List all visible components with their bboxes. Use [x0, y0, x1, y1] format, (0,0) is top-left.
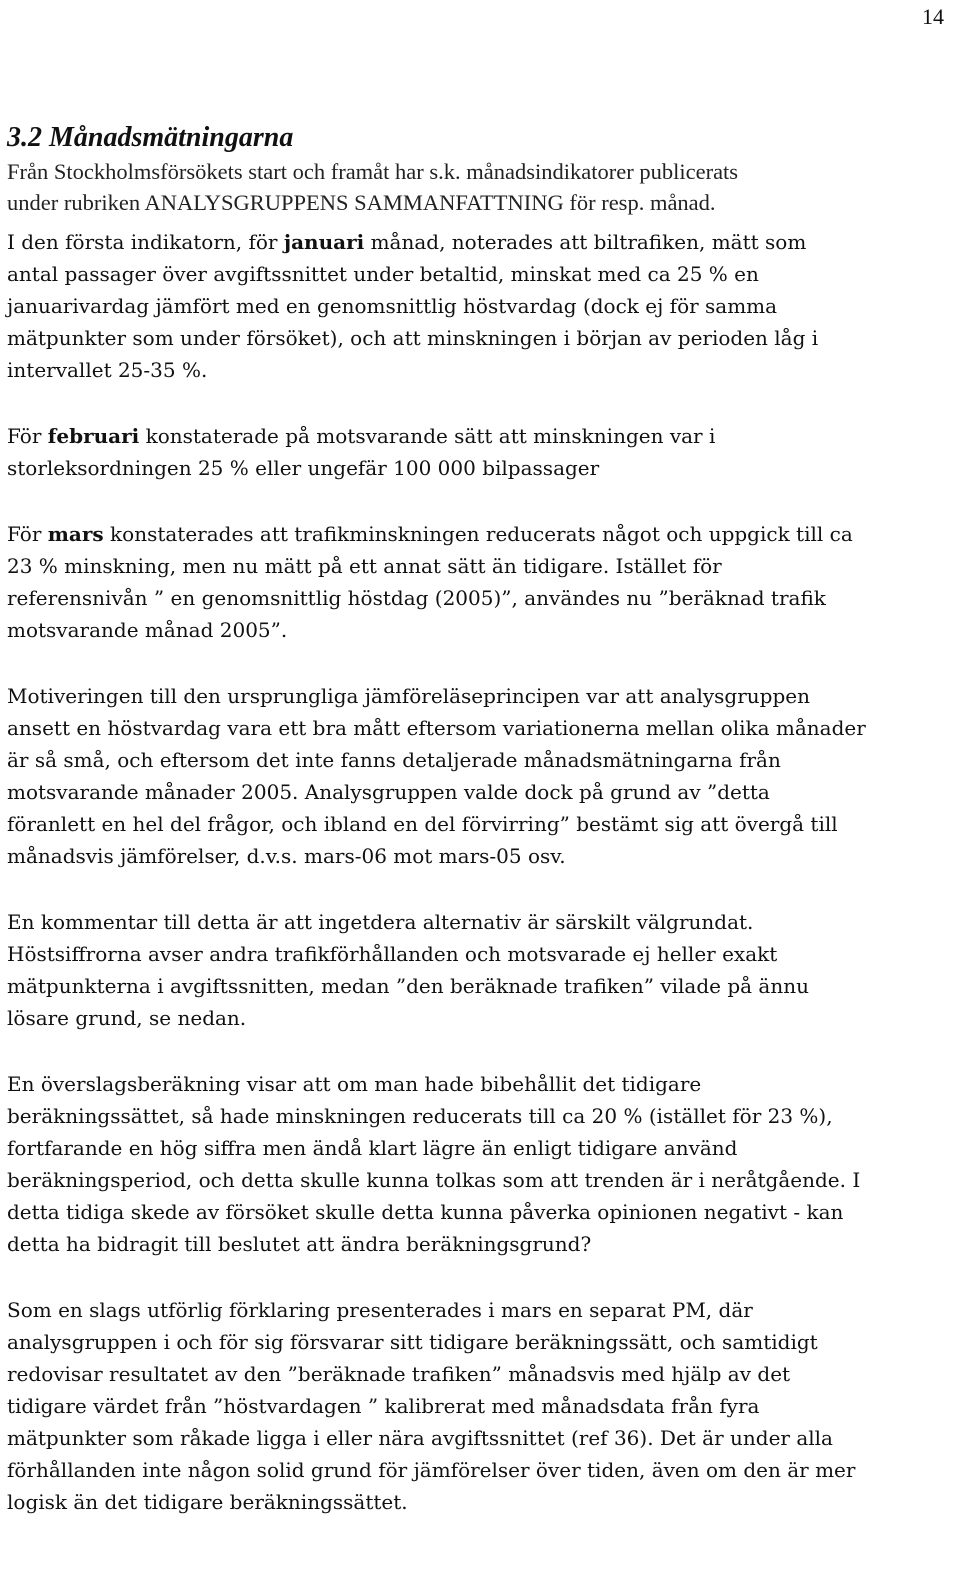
- paragraph-line: referensnivån ” en genomsnittlig höstdag (2005)”, användes nu ”beräknad trafik: [7, 586, 826, 610]
- paragraph-line: En kommentar till detta är att ingetdera alternativ är särskilt välgrundat.: [7, 910, 754, 934]
- paragraph-line: redovisar resultatet av den ”beräknade trafiken” månadsvis med hjälp av det: [7, 1362, 791, 1386]
- text-span: I den första indikatorn, för: [7, 230, 284, 254]
- month-februari: februari: [47, 424, 140, 448]
- paragraph-line: detta ha bidragit till beslutet att ändra beräkningsgrund?: [7, 1232, 592, 1256]
- paragraph-line: fortfarande en hög siffra men ändå klart lägre än enligt tidigare använd: [7, 1136, 738, 1160]
- paragraph-line: motsvarande månad 2005”.: [7, 618, 288, 642]
- paragraph-line: analysgruppen i och för sig försvarar sitt tidigare beräkningssätt, och samtidigt: [7, 1330, 818, 1354]
- paragraph-line: lösare grund, se nedan.: [7, 1006, 247, 1030]
- paragraph-line: är så små, och eftersom det inte fanns detaljerade månadsmätningarna från: [7, 748, 781, 772]
- paragraph-februari: [7, 420, 951, 484]
- paragraph-line: förhållanden inte någon solid grund för jämförelser över tiden, även om den är mer: [7, 1458, 856, 1482]
- paragraph-forklaring: [7, 1294, 951, 1518]
- paragraph-line: ansett en höstvardag vara ett bra mått eftersom variationerna mellan olika månader: [7, 716, 866, 740]
- paragraph-line: logisk än det tidigare beräkningssättet.: [7, 1490, 408, 1514]
- text-span: För: [7, 424, 48, 448]
- paragraph-line: månadsvis jämförelser, d.v.s. mars-06 mot mars-05 osv.: [7, 844, 566, 868]
- paragraph-line: mätpunkter som under försöket), och att minskningen i början av perioden låg i: [7, 326, 819, 350]
- section-heading: 3.2 Månadsmätningarna: [7, 122, 294, 153]
- paragraph-line: En överslagsberäkning visar att om man hade bibehållit det tidigare: [7, 1072, 702, 1096]
- page-content: [7, 120, 951, 1518]
- paragraph-line: [7, 420, 951, 452]
- text-span: För: [7, 522, 48, 546]
- paragraph-mars: [7, 518, 951, 646]
- paragraph-line: antal passager över avgiftssnittet under betaltid, minskat med ca 25 % en: [7, 262, 759, 286]
- paragraph-line: beräkningsperiod, och detta skulle kunna tolkas som att trenden är i neråtgående. I: [7, 1168, 861, 1192]
- page-number: 14: [922, 4, 944, 29]
- paragraph-line: Motiveringen till den ursprungliga jämföreläseprincipen var att analysgruppen: [7, 684, 810, 708]
- paragraph-januari: [7, 226, 951, 386]
- paragraph-overslag: [7, 1068, 951, 1260]
- text-span: konstaterades att trafikminskningen reducerats något och uppgick till ca: [103, 522, 853, 546]
- text-span: konstaterade på motsvarande sätt att minskningen var i: [139, 424, 716, 448]
- paragraph-motivering: [7, 680, 951, 872]
- paragraph-line: [7, 226, 951, 258]
- month-januari: januari: [283, 230, 365, 254]
- paragraph-line: föranlett en hel del frågor, och ibland en del förvirring” bestämt sig att övergå till: [7, 812, 838, 836]
- paragraph-line: mätpunkterna i avgiftssnitten, medan ”den beräknade trafiken” vilade på ännu: [7, 974, 809, 998]
- text-span: månad, noterades att biltrafiken, mätt som: [364, 230, 807, 254]
- paragraph-line: [7, 518, 951, 550]
- month-mars: mars: [47, 522, 104, 546]
- paragraph-line: mätpunkter som råkade ligga i eller nära avgiftssnittet (ref 36). Det är under alla: [7, 1426, 833, 1450]
- intro-line: under rubriken ANALYSGRUPPENS SAMMANFATTNING för resp. månad.: [7, 190, 716, 215]
- paragraph-line: Som en slags utförlig förklaring presenterades i mars en separat PM, där: [7, 1298, 753, 1322]
- paragraph-line: januarivardag jämfört med en genomsnittlig höstvardag (dock ej för samma: [7, 294, 778, 318]
- paragraph-line: Höstsiffrorna avser andra trafikförhållanden och motsvarade ej heller exakt: [7, 942, 778, 966]
- intro-paragraph: [7, 156, 951, 218]
- paragraph-line: motsvarande månader 2005. Analysgruppen valde dock på grund av ”detta: [7, 780, 770, 804]
- paragraph-kommentar: [7, 906, 951, 1034]
- paragraph-line: storleksordningen 25 % eller ungefär 100 000 bilpassager: [7, 456, 600, 480]
- paragraph-line: 23 % minskning, men nu mätt på ett annat sätt än tidigare. Istället för: [7, 554, 722, 578]
- paragraph-line: intervallet 25-35 %.: [7, 358, 208, 382]
- paragraph-line: beräkningssättet, så hade minskningen reducerats till ca 20 % (istället för 23 %),: [7, 1104, 833, 1128]
- paragraph-line: detta tidiga skede av försöket skulle detta kunna påverka opinionen negativt - kan: [7, 1200, 844, 1224]
- paragraph-line: tidigare värdet från ”höstvardagen ” kalibrerat med månadsdata från fyra: [7, 1394, 760, 1418]
- intro-line: Från Stockholmsförsökets start och framåt har s.k. månadsindikatorer publicerats: [7, 159, 739, 184]
